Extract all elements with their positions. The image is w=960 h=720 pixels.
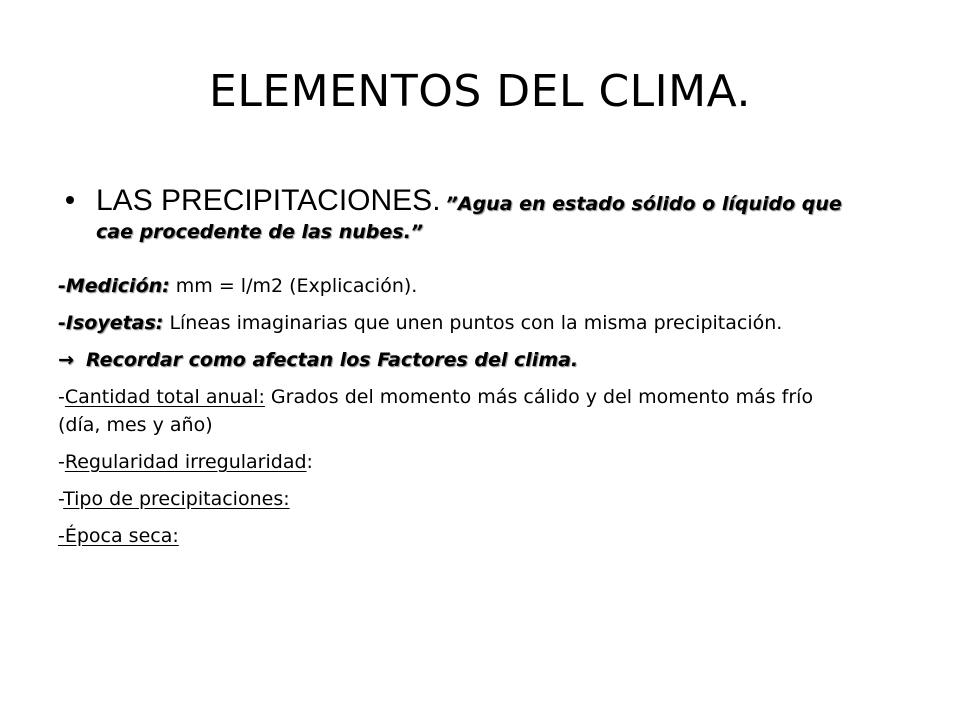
- line-tipo: [58, 485, 858, 513]
- regularidad-suffix: :: [306, 451, 313, 473]
- bullet-heading: LAS PRECIPITACIONES.: [96, 184, 441, 217]
- regularidad-label: Regularidad irregularidad: [64, 451, 307, 473]
- medicion-text: mm = l/m2 (Explicación).: [169, 275, 418, 297]
- slide-content: [58, 184, 858, 559]
- bullet-dot-icon: [66, 196, 74, 204]
- tipo-dash: -: [58, 488, 64, 510]
- medicion-label: -Medición:: [58, 275, 170, 297]
- bullet-item-precipitaciones: [58, 184, 858, 246]
- cantidad-dash: -: [58, 386, 65, 408]
- line-isoyetas: [58, 309, 858, 337]
- line-epoca: [58, 522, 858, 550]
- slide-title: ELEMENTOS DEL CLIMA.: [209, 66, 751, 117]
- arrow-right-icon: →: [58, 349, 74, 371]
- cantidad-text: Grados del momento más cálido y del momento más frío (día, mes y año): [58, 386, 814, 436]
- line-medicion: [58, 272, 858, 300]
- epoca-label: -Época seca:: [58, 525, 179, 547]
- regularidad-dash: -: [58, 451, 65, 473]
- line-recordar: [58, 346, 858, 374]
- isoyetas-label: -Isoyetas:: [58, 312, 164, 334]
- cantidad-label: Cantidad total anual:: [64, 386, 265, 408]
- isoyetas-text: Líneas imaginarias que unen puntos con la misma precipitación.: [163, 312, 783, 334]
- bullet-definition: ”Agua en estado sólido o líquido que cae procedente de las nubes.”: [96, 193, 842, 243]
- line-regularidad: [58, 448, 858, 476]
- tipo-label: Tipo de precipitaciones:: [63, 488, 290, 510]
- recordar-text: Recordar como afectan los Factores del clima.: [86, 349, 579, 371]
- line-cantidad: [58, 383, 858, 439]
